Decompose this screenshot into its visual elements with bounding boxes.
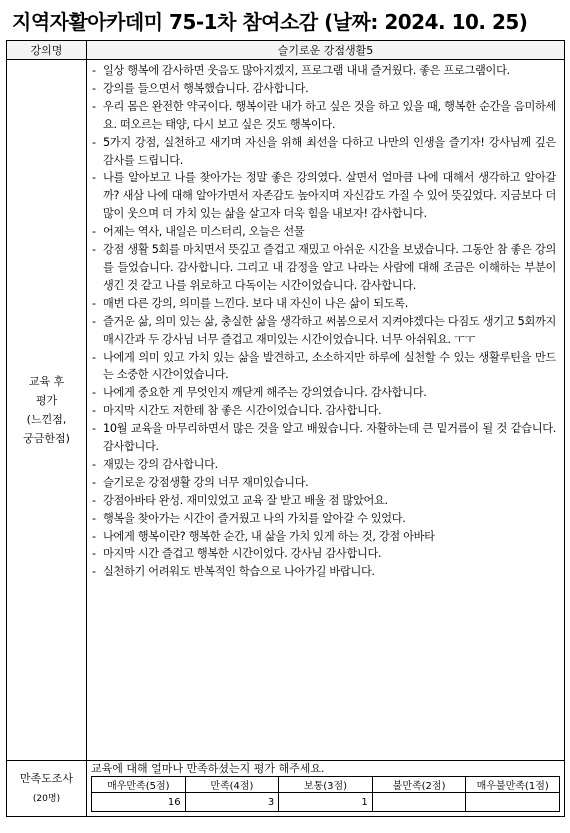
page-title: 지역자활아카데미 75-1차 참여소감 (날짜: 2024. 10. 25) xyxy=(12,10,528,34)
comment-item: - 즐거운 삶, 의미 있는 삶, 충실한 삶을 생각하고 써봄으로서 지켜야겠다는 다짐도 생기고 5회까지 매시간과 두 강사님 너무 즐겁고 재미있는 시간이었습니다. 너무 아쉬워요. ㅜㅜ xyxy=(91,313,556,349)
survey-label xyxy=(7,761,87,817)
lecture-name-header: 강의명 xyxy=(7,41,87,60)
comment-item: - 우리 몸은 완전한 약국이다. 행복이란 내가 하고 싶은 것을 하고 있을 때, 행복한 순간을 음미하세요. 떠오르는 태양, 다시 보고 싶은 것도 행복이다. xyxy=(91,98,556,134)
rating-header: 만족(4점) xyxy=(185,777,279,793)
comment-item: - 마지막 시간도 저한테 참 좋은 시간이었습니다. 감사합니다. xyxy=(91,402,556,420)
rating-value xyxy=(372,793,466,812)
rating-header: 매우만족(5점) xyxy=(92,777,186,793)
comments-list xyxy=(91,62,556,581)
comment-item: - 마지막 시간 즐겁고 행복한 시간이었다. 강사님 감사합니다. xyxy=(91,545,556,563)
comment-item: - 어제는 역사, 내일은 미스터리, 오늘은 선물 xyxy=(91,223,556,241)
evaluation-label-line: 교육 후 xyxy=(28,375,65,388)
comment-item: - 실천하기 어려워도 반복적인 학습으로 나아가길 바랍니다. xyxy=(91,563,556,581)
rating-header: 매우불만족(1점) xyxy=(466,777,560,793)
comment-item: - 강점아바타 완성. 재미있었고 교육 잘 받고 배울 점 많았어요. xyxy=(91,492,556,510)
survey-cell xyxy=(87,761,565,817)
rating-value xyxy=(466,793,560,812)
survey-respondent-count: (20명) xyxy=(32,793,61,804)
comment-item: - 나에게 행복이란? 행복한 순간, 내 삶을 가치 있게 하는 것, 강점 아바타 xyxy=(91,528,556,546)
rating-header: 불만족(2점) xyxy=(372,777,466,793)
evaluation-label-line: 궁금한점) xyxy=(23,432,70,445)
comment-item: - 나를 알아보고 나를 찾아가는 정말 좋은 강의였다. 살면서 얼마큼 나에 대해서 생각하고 알아갈까? 새삼 나에 대해 알아가면서 자존감도 높아지며 자신감도 가질 수 있어 뜻깊었다. 지금보다 더 많이 웃으며 더 가치 있는 삶을 살고자 더욱 힘을 내보자! 감사합니다. xyxy=(91,169,556,223)
comment-item: - 강의를 들으면서 행복했습니다. 감사합니다. xyxy=(91,80,556,98)
comment-item: - 강점 생활 5회를 마치면서 뜻깊고 즐겁고 재밌고 아쉬운 시간을 보냈습니다. 그동안 참 좋은 강의를 들었습니다. 감사합니다. 그리고 내 감정을 알고 나라는 사람에 대해 조금은 이해하는 부분이 생긴 것 같고 나를 위로하고 다독이는 시간이었습니다. 감사합니다. xyxy=(91,241,556,295)
comment-item: - 슬기로운 강점생활 강의 너무 재미있습니다. xyxy=(91,474,556,492)
survey-label-text: 만족도조사 xyxy=(19,771,74,785)
comment-item: - 10월 교육을 마무리하면서 많은 것을 알고 배웠습니다. 자활하는데 큰 밑거름이 될 것 같습니다. 감사합니다. xyxy=(91,420,556,456)
comments-cell xyxy=(87,60,565,761)
survey-question: 교육에 대해 얼마나 만족하셨는지 평가 해주세요. xyxy=(91,762,325,775)
rating-table xyxy=(91,776,560,812)
comment-item: - 행복을 찾아가는 시간이 즐거웠고 나의 가치를 알아갈 수 있었다. xyxy=(91,510,556,528)
rating-value: 1 xyxy=(279,793,373,812)
evaluation-label-line: 평가 xyxy=(35,394,58,407)
evaluation-label xyxy=(7,60,87,761)
rating-header: 보통(3점) xyxy=(279,777,373,793)
comment-item: - 나에게 의미 있고 가치 있는 삶을 발견하고, 소소하지만 하루에 실천할 수 있는 생활루틴을 만드는 소중한 시간이었습니다. xyxy=(91,349,556,385)
lecture-name-value: 슬기로운 강점생활5 xyxy=(87,41,565,60)
comment-item: - 5가지 강점, 실천하고 새기며 자신을 위해 최선을 다하고 나만의 인생을 즐기자! 강사님께 깊은 감사를 드립니다. xyxy=(91,134,556,170)
rating-value: 3 xyxy=(185,793,279,812)
evaluation-table xyxy=(6,40,565,817)
rating-value: 16 xyxy=(92,793,186,812)
comment-item: - 재밌는 강의 감사합니다. xyxy=(91,456,556,474)
evaluation-label-line: (느낀점, xyxy=(26,413,67,426)
comment-item: - 나에게 중요한 게 무엇인지 깨닫게 해주는 강의였습니다. 감사합니다. xyxy=(91,384,556,402)
comment-item: - 매번 다른 강의, 의미를 느낀다. 보다 내 자신이 나은 삶이 되도록. xyxy=(91,295,556,313)
comment-item: - 일상 행복에 감사하면 웃음도 많아지겠지, 프로그램 내내 즐거웠다. 좋은 프로그램이다. xyxy=(91,62,556,80)
